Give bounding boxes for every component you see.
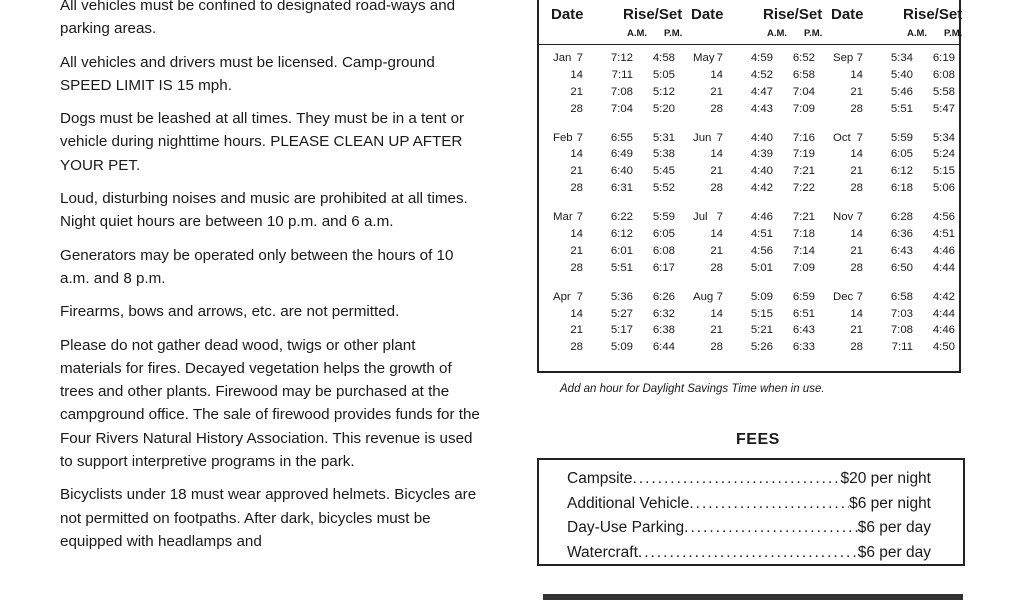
sun-row	[539, 289, 679, 306]
day-value: 21	[710, 244, 723, 257]
sunset-time: 4:44	[932, 261, 955, 274]
sun-row	[819, 209, 959, 226]
rule-paragraph: Dogs must be leashed at all times. They must be in a tent or vehicle during nighttime hours. PLEASE CLEAN UP AFTER YOUR PET.	[60, 110, 465, 174]
sunset-time: 7:16	[792, 131, 815, 144]
sunset-time: 5:38	[652, 148, 675, 161]
day-value: 7	[576, 52, 583, 64]
sunset-time: 4:51	[932, 228, 955, 241]
rule-paragraph: All vehicles and drivers must be licensed. Camp-ground SPEED LIMIT IS 15 mph.	[60, 53, 435, 94]
sunset-time: 4:50	[932, 341, 955, 354]
sun-row	[539, 146, 679, 163]
sunrise-time: 5:09	[750, 290, 773, 303]
sunrise-time: 7:11	[891, 341, 913, 354]
day-value: 28	[570, 261, 583, 274]
sunset-time: 6:26	[652, 290, 675, 303]
sun-row	[819, 339, 959, 356]
sunrise-time: 4:56	[750, 244, 773, 257]
sunset-time: 5:05	[652, 68, 675, 81]
header-date: Date	[551, 6, 584, 23]
sun-row	[819, 50, 959, 67]
month-label: Jan	[553, 52, 572, 64]
day-value: 7	[576, 131, 583, 144]
sun-row	[539, 322, 679, 339]
fee-row	[567, 492, 931, 517]
day-value: 21	[710, 85, 723, 98]
sunrise-time: 4:43	[750, 102, 773, 115]
sunrise-time: 6:28	[890, 211, 913, 224]
sunset-time: 7:21	[792, 211, 815, 224]
sunrise-time: 6:01	[610, 244, 633, 257]
fee-row	[567, 516, 931, 541]
sunset-time: 6:43	[792, 324, 815, 337]
fee-row	[567, 541, 931, 566]
day-value: 14	[710, 68, 723, 81]
sunrise-time: 6:43	[890, 244, 913, 257]
sun-row	[819, 180, 959, 197]
sunset-time: 5:20	[652, 102, 675, 115]
day-value: 28	[850, 182, 863, 195]
fee-price: $6 per night	[849, 494, 931, 512]
header-am: A.M.	[907, 28, 928, 39]
sun-row	[539, 209, 679, 226]
sun-row	[819, 306, 959, 323]
sunrise-time: 6:22	[610, 211, 633, 224]
sunrise-time: 4:59	[750, 52, 773, 64]
day-value: 14	[570, 148, 583, 161]
sun-row	[819, 243, 959, 260]
sun-row	[819, 146, 959, 163]
sun-row	[539, 67, 679, 84]
dot-leader	[632, 467, 840, 492]
fees-box	[537, 458, 965, 566]
sunset-time: 6:52	[792, 52, 815, 64]
sun-row	[819, 163, 959, 180]
sun-row	[539, 163, 679, 180]
day-value: 14	[850, 228, 863, 241]
sunset-time: 7:09	[792, 261, 815, 274]
day-value: 21	[850, 165, 863, 178]
month-label: May	[693, 52, 715, 64]
day-value: 28	[850, 341, 863, 354]
rule-paragraph: Please do not gather dead wood, twigs or other plant materials for fires. Decayed vegetation helps the growth of trees and other plants. Firewood may be purchased at the campground office. The sale of firewood provides funds for the Four Rivers Natural History Association. This revenue is used to support interpretive programs in the park.	[60, 336, 480, 471]
month-label: Aug	[693, 290, 714, 303]
dot-leader	[684, 516, 858, 541]
sun-row	[679, 243, 819, 260]
sun-row	[539, 130, 679, 147]
sun-row	[679, 163, 819, 180]
sunrise-sunset-table	[537, 0, 961, 373]
sun-row	[539, 243, 679, 260]
sun-row	[819, 289, 959, 306]
sunset-time: 7:18	[792, 228, 815, 241]
sunset-time: 4:46	[932, 324, 955, 337]
sunset-time: 7:09	[792, 102, 815, 115]
sun-row	[679, 339, 819, 356]
sunset-time: 7:19	[792, 148, 815, 161]
month-label: Feb	[553, 131, 573, 144]
day-value: 21	[850, 244, 863, 257]
month-column	[679, 50, 819, 356]
sunset-time: 7:14	[792, 244, 815, 257]
header-pm: P.M.	[804, 28, 823, 39]
sun-row	[819, 101, 959, 118]
day-value: 28	[710, 182, 723, 195]
sun-row	[679, 146, 819, 163]
month-column	[539, 50, 679, 356]
day-value: 7	[856, 131, 863, 144]
sunrise-time: 6:55	[610, 131, 633, 144]
sunset-time: 6:51	[792, 307, 815, 320]
rule-paragraph: Bicyclists under 18 must wear approved helmets. Bicycles are not permitted on footpaths. After dark, bicycles must be equipped with headlamps and	[60, 486, 477, 550]
month-label: Nov	[833, 211, 854, 224]
day-value: 7	[716, 52, 723, 64]
sunset-time: 6:59	[792, 290, 815, 303]
sunrise-time: 6:36	[890, 228, 913, 241]
sun-row	[539, 226, 679, 243]
day-value: 21	[570, 165, 583, 178]
sunrise-time: 5:17	[610, 324, 633, 337]
fee-price: $6 per day	[857, 543, 931, 561]
sunset-time: 4:58	[652, 52, 675, 64]
header-group	[539, 0, 683, 44]
sunset-time: 4:44	[932, 307, 955, 320]
fee-row	[567, 467, 931, 492]
day-value: 7	[716, 290, 723, 303]
rule-paragraph: Loud, disturbing noises and music are prohibited at all times. Night quiet hours are between 10 p.m. and 6 a.m.	[60, 190, 468, 231]
sun-row	[819, 130, 959, 147]
sunrise-time: 5:40	[890, 68, 913, 81]
sun-row	[539, 260, 679, 277]
sun-row	[539, 306, 679, 323]
sun-row	[539, 84, 679, 101]
rule-paragraph: Firearms, bows and arrows, etc. are not permitted.	[60, 303, 400, 321]
sunset-time: 4:46	[932, 244, 955, 257]
sunrise-time: 7:03	[890, 307, 913, 320]
header-rise-set: Rise/Set	[763, 6, 823, 23]
sun-row	[819, 67, 959, 84]
sun-row	[819, 84, 959, 101]
day-value: 7	[856, 290, 863, 303]
sunset-time: 5:31	[652, 131, 675, 144]
rule-paragraph: All vehicles must be confined to designated road-ways and parking areas.	[60, 0, 456, 38]
sunrise-time: 4:40	[750, 131, 773, 144]
sunrise-time: 7:08	[610, 85, 633, 98]
sunrise-time: 5:51	[610, 261, 633, 274]
day-value: 7	[716, 211, 723, 224]
month-column	[819, 50, 959, 356]
sun-row	[819, 322, 959, 339]
sunset-time: 6:08	[652, 244, 675, 257]
day-value: 7	[856, 52, 863, 64]
sunrise-time: 6:58	[890, 290, 913, 303]
sunrise-time: 5:51	[890, 102, 913, 115]
month-label: Jun	[693, 131, 712, 144]
month-label: Jul	[693, 211, 708, 224]
sun-row	[679, 209, 819, 226]
sunset-time: 4:42	[932, 290, 955, 303]
day-value: 21	[710, 165, 723, 178]
header-pm: P.M.	[944, 28, 963, 39]
header-pm: P.M.	[664, 28, 683, 39]
day-value: 28	[850, 102, 863, 115]
sunrise-time: 4:46	[750, 211, 773, 224]
day-value: 7	[716, 131, 723, 144]
sunrise-time: 5:26	[750, 341, 773, 354]
next-section-banner	[543, 594, 963, 600]
sunrise-time: 6:18	[890, 182, 913, 195]
fee-name: Campsite	[567, 470, 633, 487]
sun-row	[679, 226, 819, 243]
sun-row	[679, 260, 819, 277]
sunrise-time: 4:51	[750, 228, 773, 241]
sunrise-time: 7:12	[610, 52, 633, 64]
day-value: 21	[850, 324, 863, 337]
sun-row	[539, 101, 679, 118]
sunset-time: 5:58	[932, 85, 955, 98]
sunrise-time: 5:36	[610, 290, 633, 303]
day-value: 21	[570, 324, 583, 337]
sun-row	[679, 130, 819, 147]
day-value: 14	[710, 148, 723, 161]
sunrise-time: 5:21	[750, 324, 773, 337]
header-rise-set: Rise/Set	[623, 6, 683, 23]
sun-row	[539, 339, 679, 356]
day-value: 14	[850, 68, 863, 81]
campground-rules	[60, 0, 480, 563]
day-value: 7	[576, 290, 583, 303]
sunrise-time: 4:52	[750, 68, 773, 81]
sun-row	[679, 180, 819, 197]
fee-name: Watercraft	[567, 543, 638, 561]
sunset-time: 5:24	[932, 148, 955, 161]
sun-row	[539, 50, 679, 67]
fee-price: $6 per day	[857, 519, 931, 536]
sunrise-time: 5:01	[750, 261, 773, 274]
sunset-time: 6:17	[652, 261, 675, 274]
day-value: 21	[850, 85, 863, 98]
sunrise-time: 5:27	[610, 307, 633, 320]
month-label: Oct	[833, 131, 851, 144]
sunset-time: 5:47	[932, 102, 955, 115]
fees-title: FEES	[736, 431, 780, 448]
day-value: 21	[710, 324, 723, 337]
sunrise-time: 5:59	[890, 131, 913, 144]
day-value: 28	[710, 261, 723, 274]
sunset-time: 6:58	[792, 68, 815, 81]
sunset-time: 5:52	[652, 182, 675, 195]
month-label: Dec	[833, 290, 854, 303]
day-value: 21	[570, 244, 583, 257]
sunrise-time: 4:47	[750, 85, 773, 98]
day-value: 28	[850, 261, 863, 274]
day-value: 28	[710, 341, 723, 354]
sunrise-time: 5:34	[890, 52, 913, 64]
day-value: 28	[570, 102, 583, 115]
header-am: A.M.	[627, 28, 648, 39]
sunrise-time: 5:15	[750, 307, 773, 320]
header-rise-set: Rise/Set	[903, 6, 963, 23]
sunset-time: 6:38	[652, 324, 675, 337]
sunrise-time: 7:08	[890, 324, 913, 337]
sunset-time: 5:12	[652, 85, 675, 98]
day-value: 28	[570, 182, 583, 195]
sunset-time: 6:44	[652, 341, 675, 354]
day-value: 14	[570, 68, 583, 81]
day-value: 7	[576, 211, 583, 224]
dot-leader	[638, 541, 858, 566]
table-header	[539, 0, 963, 45]
sun-row	[679, 322, 819, 339]
fee-price: $20 per night	[840, 470, 931, 487]
fee-name: Additional Vehicle	[567, 494, 690, 512]
sunrise-time: 7:11	[611, 68, 633, 81]
sunrise-time: 6:05	[890, 148, 913, 161]
sunset-time: 5:15	[932, 165, 955, 178]
sun-row	[679, 67, 819, 84]
sunset-time: 6:19	[932, 52, 955, 64]
sunset-time: 7:21	[792, 165, 815, 178]
sunset-time: 6:33	[792, 341, 815, 354]
sunrise-time: 4:42	[750, 182, 773, 195]
sunset-time: 6:32	[652, 307, 675, 320]
sun-row	[819, 260, 959, 277]
sunset-time: 7:04	[792, 85, 815, 98]
sunset-time: 5:34	[932, 131, 955, 144]
sun-row	[679, 306, 819, 323]
sunrise-time: 5:46	[890, 85, 913, 98]
day-value: 7	[856, 211, 863, 224]
header-group	[679, 0, 823, 44]
day-value: 14	[570, 307, 583, 320]
rule-paragraph: Generators may be operated only between the hours of 10 a.m. and 8 p.m.	[60, 246, 454, 287]
sunrise-time: 4:39	[750, 148, 773, 161]
month-label: Mar	[553, 211, 573, 224]
sunset-time: 7:22	[792, 182, 815, 195]
day-value: 28	[710, 102, 723, 115]
day-value: 14	[710, 228, 723, 241]
sunrise-time: 6:49	[610, 148, 633, 161]
sunrise-time: 7:04	[610, 102, 633, 115]
sunrise-time: 5:09	[610, 341, 633, 354]
month-label: Sep	[833, 52, 854, 64]
day-value: 28	[570, 341, 583, 354]
sunset-time: 4:56	[932, 211, 955, 224]
day-value: 14	[570, 228, 583, 241]
header-date: Date	[831, 6, 864, 23]
day-value: 21	[570, 85, 583, 98]
header-date: Date	[691, 6, 724, 23]
sunrise-time: 6:31	[610, 182, 633, 195]
dot-leader	[689, 492, 849, 517]
sun-row	[679, 289, 819, 306]
sun-row	[679, 84, 819, 101]
sunset-time: 5:59	[652, 211, 675, 224]
fee-name: Day-Use Parking	[567, 519, 685, 536]
header-group	[819, 0, 963, 44]
day-value: 14	[850, 307, 863, 320]
sun-row	[819, 226, 959, 243]
sunrise-time: 6:40	[610, 165, 633, 178]
dst-note: Add an hour for Daylight Savings Time when in use.	[560, 383, 825, 395]
header-am: A.M.	[767, 28, 788, 39]
sunrise-time: 4:40	[750, 165, 773, 178]
sunset-time: 6:08	[932, 68, 955, 81]
sunset-time: 5:06	[932, 182, 955, 195]
sunset-time: 6:05	[652, 228, 675, 241]
month-label: Apr	[553, 290, 571, 303]
sunrise-time: 6:12	[890, 165, 913, 178]
sun-row	[679, 101, 819, 118]
sun-row	[539, 180, 679, 197]
sunrise-time: 6:12	[610, 228, 633, 241]
day-value: 14	[850, 148, 863, 161]
sunrise-time: 6:50	[890, 261, 913, 274]
sun-row	[679, 50, 819, 67]
day-value: 14	[710, 307, 723, 320]
sunset-time: 5:45	[652, 165, 675, 178]
